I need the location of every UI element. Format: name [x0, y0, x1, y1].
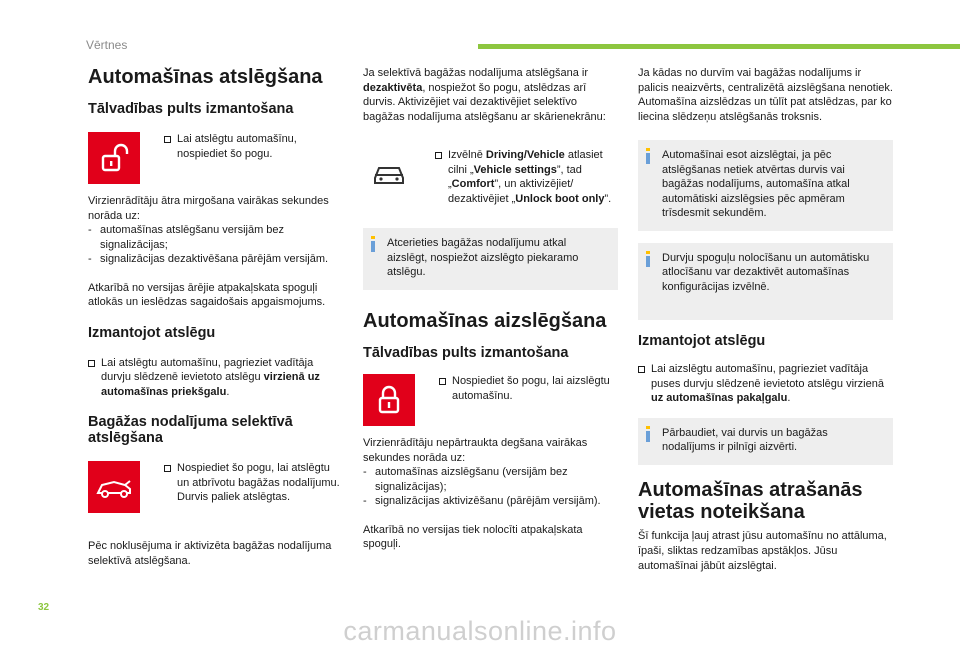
lock-padlock-icon: [363, 374, 415, 426]
central-lock-intro: Ja kādas no durvīm vai bagāžas nodalījums ir palicis neaizvērts, centralizētā aizslēgšana nenotiek. Automašīna aizslēdzas un tūlīt pat atslēdzas, par ko liecina slēdzeņu atslēgšanās troksnis.: [638, 67, 893, 123]
lock-indicator-intro: Virzienrādītāju nepārtraukta degšana vairākas sekundes norāda uz:: [363, 437, 588, 464]
section-label: Vērtnes: [86, 38, 128, 52]
unlock-remote-instruction: [88, 132, 343, 184]
lock-remote-heading: Tālvadības pults izmantošana: [363, 345, 569, 362]
column-2: [363, 66, 618, 552]
unlock-title: Automašīnas atslēgšana: [88, 66, 323, 88]
unlock-remote-heading: Tālvadības pults izmantošana: [88, 101, 294, 118]
info-icon: [644, 426, 652, 442]
relock-note: Atcerieties bagāžas nodalījumu atkal aizslēgt, nospiežot aizslēgto piekaramo atslēgu.: [363, 228, 618, 290]
lock-indicator-list: [363, 465, 618, 509]
locate-text: Šī funkcija ļauj atrast jūsu automašīnu no attāluma, īpaši, sliktas redzamības apstākļos. Jūsu automašīnai jābūt aizslēgtai.: [638, 530, 887, 572]
column-3: [638, 66, 893, 573]
watermark: carmanualsonline.info: [343, 616, 617, 646]
unlock-padlock-icon: [88, 132, 140, 184]
unlock-indicator-list: [88, 223, 343, 267]
lock-remote-instruction: [363, 374, 618, 426]
lock-mirrors-text: Atkarībā no versijas tiek nolocīti atpakaļskata spoguļi.: [363, 523, 583, 551]
unlock-key-instruction: Lai atslēgtu automašīnu, pagrieziet vadītāja durvju slēdzenē ievietoto atslēgu virzienā uz automašīnas priekšgalu.: [88, 356, 343, 400]
unlock-mirrors-text: Atkarībā no versijas ārējie atpakaļskata spoguļi atlokās un ieslēdzas sagaidošais apgaismojums.: [88, 281, 326, 309]
boot-unlock-text: Nospiediet šo pogu, lai atslēgtu un atbrīvotu bagāžas nodalījumu. Durvis paliek atslēgtas.: [164, 461, 343, 505]
list-item: - automašīnas aizslēgšanu (versijām bez signalizācijas);: [363, 465, 618, 494]
menu-instruction-text: Izvēlnē Driving/Vehicle atlasiet cilni „Vehicle settings”, tad „Comfort”, un aktivizējiet/ dezaktivējiet „Unlock boot only”.: [435, 148, 618, 206]
info-icon: [644, 148, 652, 164]
unlock-remote-text: Lai atslēgtu automašīnu, nospiediet šo pogu.: [164, 132, 343, 161]
info-icon: [369, 236, 377, 252]
boot-unlock-instruction: [88, 461, 343, 513]
section-bar: [478, 44, 960, 49]
list-item: - automašīnas atslēgšanu versijām bez signalizācijas;: [88, 223, 343, 252]
boot-unlock-footer: Pēc noklusējuma ir aktivizēta bagāžas nodalījuma selektīvā atslēgšana.: [88, 540, 332, 567]
column-1: [88, 66, 343, 568]
unlock-key-heading: Izmantojot atslēgu: [88, 324, 216, 341]
car-boot-icon: [88, 461, 140, 513]
menu-instruction: [363, 148, 618, 206]
unlock-indicator-intro: Virzienrādītāju ātra mirgošana vairākas sekundes norāda uz:: [88, 195, 329, 222]
lock-key-heading: Izmantojot atslēgu: [638, 333, 766, 350]
list-item: - signalizācijas dezaktivēšana pārējām versijām.: [88, 252, 343, 267]
lock-key-instruction: Lai aizslēgtu automašīnu, pagrieziet vadītāja puses durvju slēdzenē ievietoto atslēgu virzienā uz automašīnas pakaļgalu.: [638, 362, 893, 406]
mirror-fold-note: Durvju spoguļu nolocīšanu un automātisku atlocīšanu var dezaktivēt automašīnas konfigurācijas izvēlnē.: [638, 243, 893, 321]
page-number: 32: [38, 602, 50, 613]
lock-title: Automašīnas aizslēgšana: [363, 309, 607, 332]
boot-unlock-heading: Bagāžas nodalījuma selektīvā atslēgšana: [88, 414, 293, 447]
doors-closed-note: Pārbaudiet, vai durvis un bagāžas nodalījums ir pilnīgi aizvērti.: [638, 418, 893, 465]
selective-intro: Ja selektīvā bagāžas nodalījuma atslēgšana ir dezaktivēta, nospiežot šo pogu, atslēdzas arī durvis. Aktivizējiet vai dezaktivējiet selektīvo bagāžas nodalījuma atslēgšanu ar skārienekrānu:: [363, 67, 606, 123]
list-item: - signalizācijas aktivizēšanu (pārējām versijām).: [363, 494, 618, 509]
info-icon: [644, 251, 652, 267]
locate-title: Automašīnas atrašanās vietas noteikšana: [638, 478, 863, 524]
auto-relock-note: Automašīnai esot aizslēgtai, ja pēc atslēgšanas netiek atvērtas durvis vai bagāžas nodalījums, automašīna atkal automātiski aizslēgsies pēc apmēram trīsdesmit sekundēm.: [638, 140, 893, 231]
car-settings-icon: [363, 148, 415, 200]
lock-remote-text: Nospiediet šo pogu, lai aizslēgtu automašīnu.: [439, 374, 618, 403]
